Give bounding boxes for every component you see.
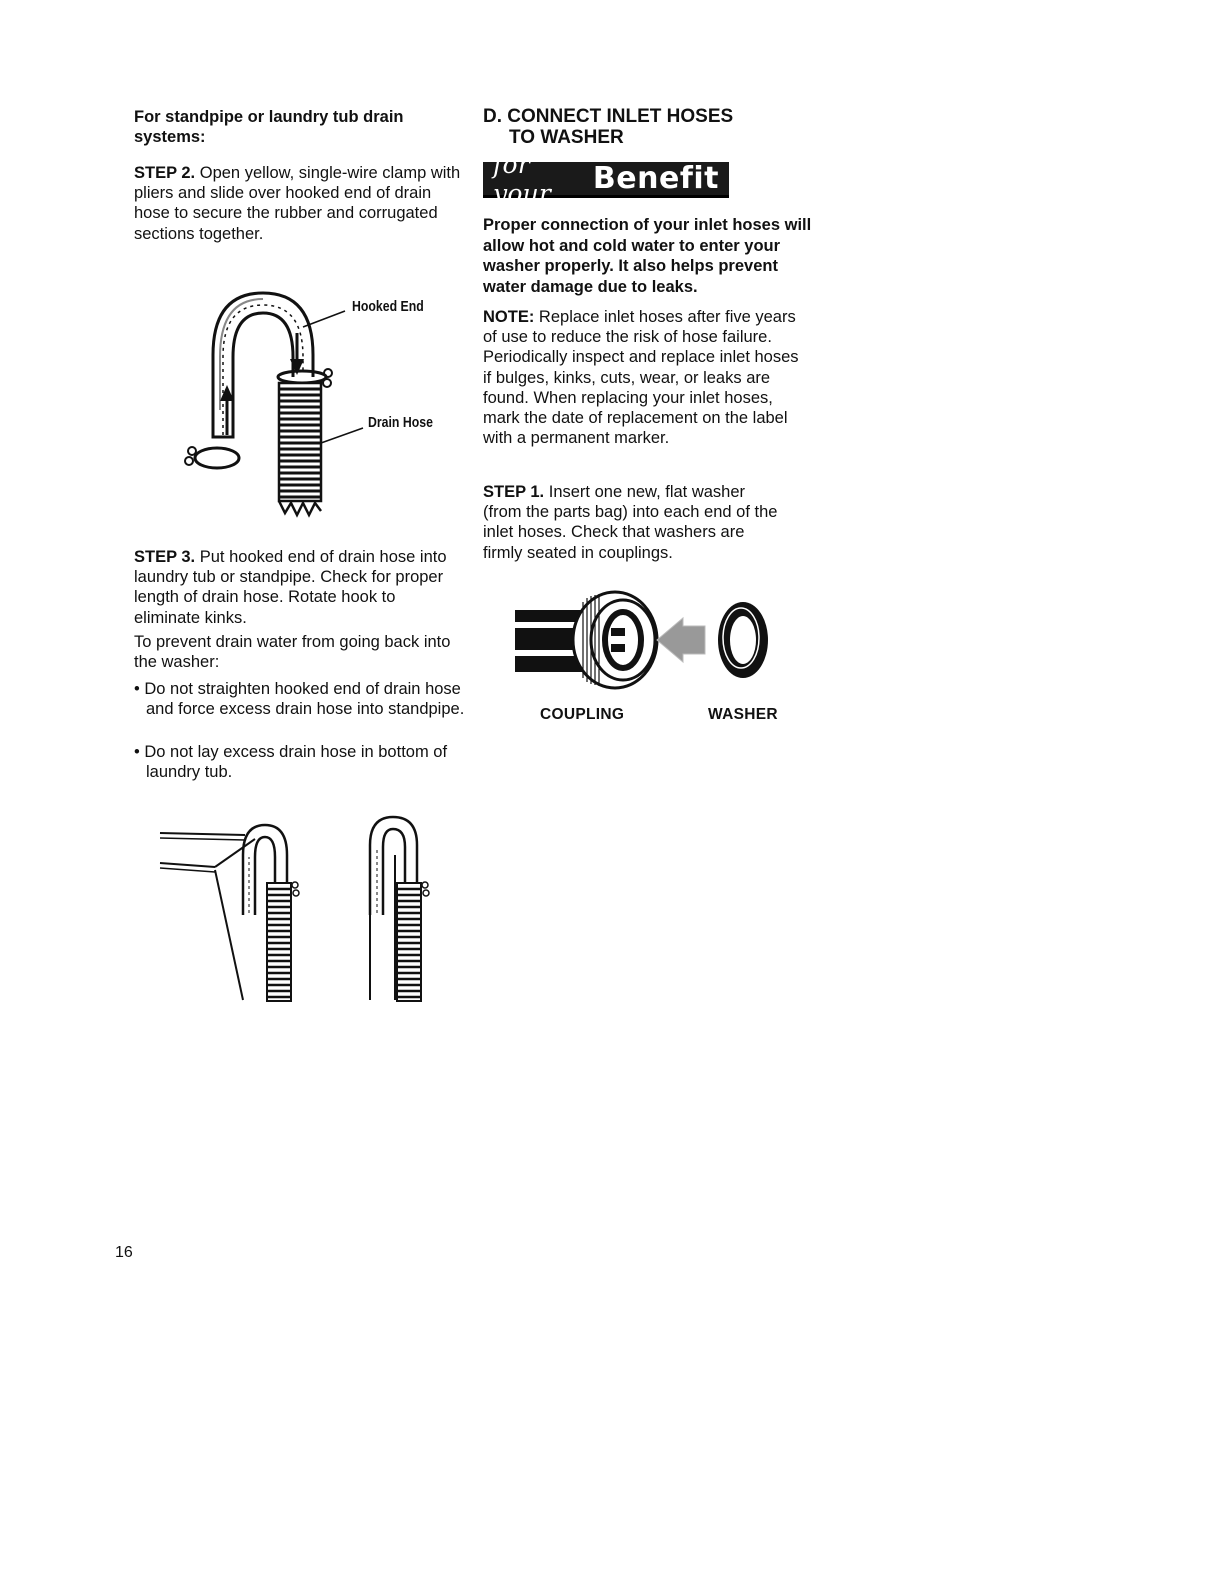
bullet-item: • Do not straighten hooked end of drain hose and force excess drain hose into standpipe.	[134, 680, 465, 719]
note-text: Replace inlet hoses after five years of use to reduce the risk of hose failure. Periodically inspect and replace inlet hoses if bulges, kinks, cuts, wear, or leaks are found. When replacing your inlet hoses, mark the date of replacement on the label with a permanent marker.	[483, 308, 799, 448]
benefit-script-text: for your	[493, 149, 552, 208]
label-hooked-end: Hooked End	[352, 298, 424, 315]
step2-text: Open yellow, single-wire clamp with pliers and slide over hooked end of drain hose to secure the rubber and corrugated sections together.	[134, 164, 461, 243]
step1-paragraph	[483, 482, 788, 563]
tub-standpipe-illustration	[155, 815, 455, 1005]
step3-text: Put hooked end of drain hose into laundry tub or standpipe. Check for proper length of drain hose. Rotate hook to eliminate kinks.	[134, 548, 447, 627]
caption-washer: WASHER	[708, 706, 778, 723]
for-your-benefit-banner	[483, 149, 729, 208]
bullet-text: Do not lay excess drain hose in bottom of laundry tub.	[144, 743, 448, 782]
step2-label: STEP 2.	[134, 164, 196, 182]
step1-label: STEP 1.	[483, 483, 545, 501]
caption-coupling: COUPLING	[540, 706, 625, 723]
section-heading-connect-inlet-hoses: D. CONNECT INLET HOSES	[483, 106, 734, 127]
figure-tub-and-standpipe	[155, 815, 455, 1005]
step3-paragraph	[134, 547, 464, 628]
section-heading-line2: TO WASHER	[509, 127, 624, 148]
standpipe-drawing	[370, 817, 429, 1001]
benefit-paragraph: Proper connection of your inlet hoses will allow hot and cold water to enter your washer properly. It also helps prevent water damage due to leaks.	[483, 216, 812, 296]
laundry-tub-drawing	[160, 825, 299, 1001]
note-paragraph	[483, 307, 803, 448]
step3-label: STEP 3.	[134, 548, 196, 566]
label-drain-hose: Drain Hose	[368, 414, 433, 431]
step2-paragraph	[134, 163, 464, 244]
coupling-washer-illustration	[515, 592, 785, 702]
step1-text: Insert one new, flat washer (from the parts bag) into each end of the inlet hoses. Check that washers are firmly seated in couplings.	[483, 483, 778, 562]
page-number: 16	[115, 1244, 133, 1261]
benefit-big-text: Benefit	[592, 161, 719, 196]
note-label: NOTE:	[483, 308, 535, 326]
section-heading-drain-systems: For standpipe or laundry tub drain systems:	[134, 108, 404, 146]
figure-coupling-washer	[515, 592, 785, 702]
bullet-text: Do not straighten hooked end of drain hose and force excess drain hose into standpipe.	[144, 680, 465, 719]
figure-hooked-drain-hose	[175, 285, 465, 530]
bullet-item: • Do not lay excess drain hose in bottom of laundry tub.	[134, 743, 448, 782]
prevent-paragraph: To prevent drain water from going back into the washer:	[134, 633, 451, 672]
hooked-drain-hose-illustration	[175, 285, 465, 530]
